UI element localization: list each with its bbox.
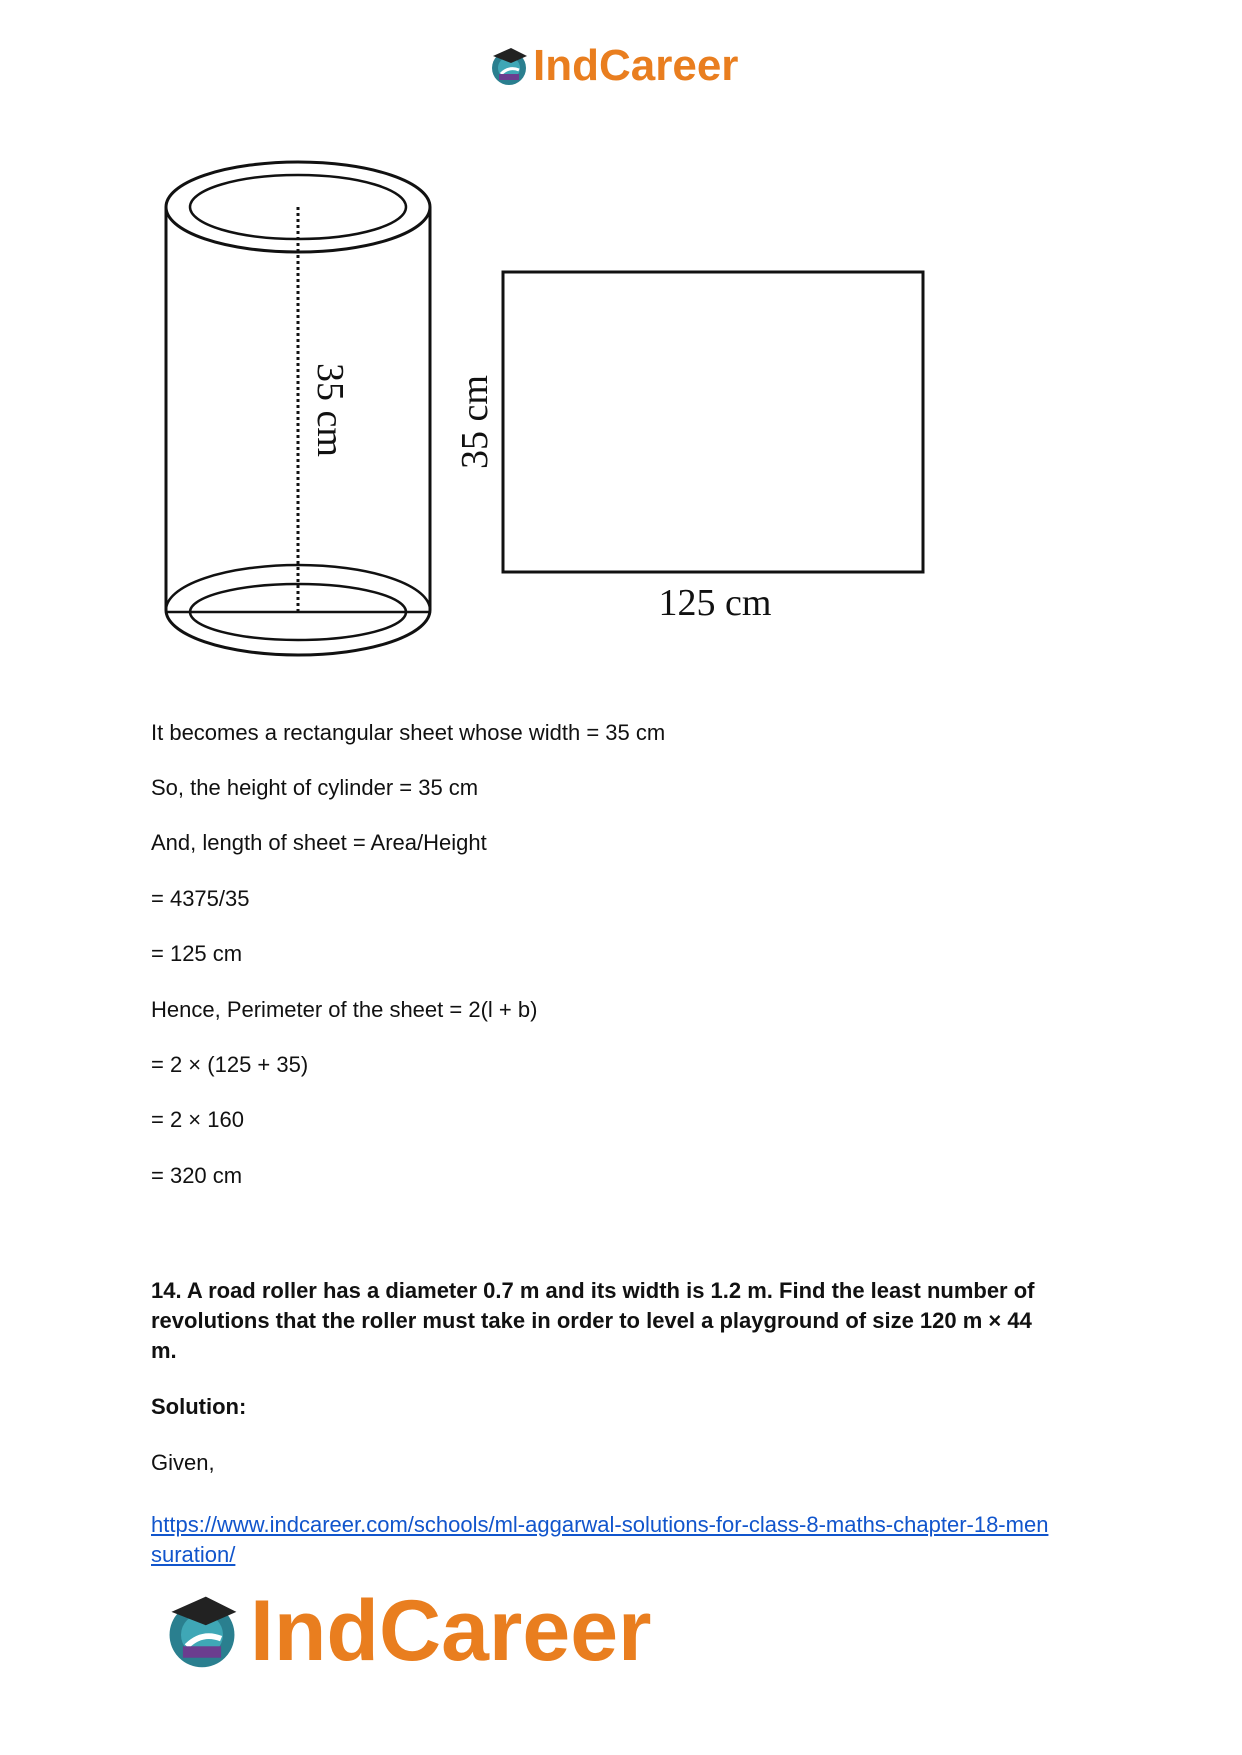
question-line-3: m. bbox=[151, 1338, 177, 1363]
body-line: = 2 × 160 bbox=[151, 1107, 244, 1132]
rect-width-label: 125 cm bbox=[658, 582, 772, 624]
body-line: And, length of sheet = Area/Height bbox=[151, 830, 487, 855]
body-line: Hence, Perimeter of the sheet = 2(l + b) bbox=[151, 997, 538, 1022]
source-link[interactable] bbox=[151, 1510, 1101, 1570]
figure-drawing bbox=[150, 150, 950, 680]
rectangular-sheet bbox=[503, 272, 923, 572]
header-logo-text: IndCareer bbox=[533, 41, 739, 90]
cylinder-shape bbox=[166, 162, 430, 655]
graduation-globe-icon bbox=[487, 44, 531, 88]
source-link-line-2[interactable]: suration/ bbox=[151, 1542, 236, 1567]
body-line: So, the height of cylinder = 35 cm bbox=[151, 775, 479, 800]
solution-label: Solution: bbox=[151, 1394, 247, 1419]
rect-height-label: 35 cm bbox=[454, 375, 496, 469]
header-logo bbox=[487, 38, 767, 94]
footer-logo-text: IndCareer bbox=[250, 1583, 652, 1679]
question-line-2: revolutions that the roller must take in order to level a playground of size 120 m × 44 bbox=[151, 1308, 1032, 1333]
question-line-1: 14. A road roller has a diameter 0.7 m and its width is 1.2 m. Find the least number of bbox=[151, 1278, 1035, 1303]
graduation-globe-icon bbox=[160, 1589, 244, 1673]
body-line: = 125 cm bbox=[151, 941, 243, 966]
source-link-line-1[interactable]: https://www.indcareer.com/schools/ml-aggarwal-solutions-for-class-8-maths-chapter-18-men bbox=[151, 1512, 1049, 1537]
body-line: = 320 cm bbox=[151, 1163, 243, 1188]
body-line: = 4375/35 bbox=[151, 886, 250, 911]
body-line: It becomes a rectangular sheet whose width = 35 cm bbox=[151, 720, 666, 745]
given-label: Given, bbox=[151, 1450, 215, 1475]
footer-logo bbox=[160, 1583, 720, 1679]
body-line: = 2 × (125 + 35) bbox=[151, 1052, 309, 1077]
cylinder-height-label: 35 cm bbox=[309, 363, 351, 457]
cylinder-sheet-figure bbox=[150, 150, 950, 680]
